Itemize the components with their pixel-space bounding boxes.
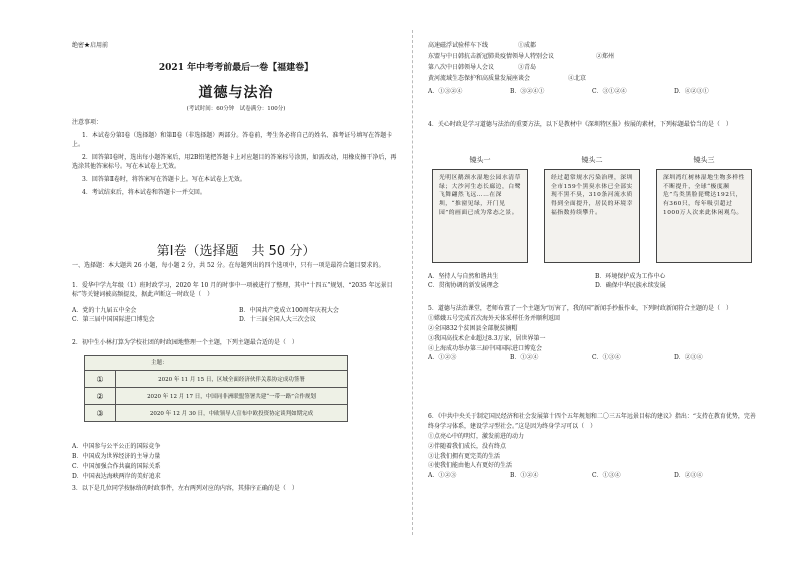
option-c[interactable]: C．贯彻协调的新发展理念 [428,282,499,290]
scene-caption: 镜头一 [469,156,491,164]
scene-caption: 镜头三 [693,156,715,164]
option-d[interactable]: D．④②③① [674,88,709,96]
q3-place: ②郑州 [596,53,615,61]
option-d[interactable]: D．确保中华民族永续发展 [595,282,666,290]
scene-panel [656,155,752,263]
option-b[interactable]: B．环境保护成为工作中心 [595,273,666,280]
note-item: 2．回答第Ⅰ卷时，选出每小题答案后，用2B铅笔把答题卡上对应题目的答案标号涂黑，如需改动，用橡皮擦干净后，再选涂其他答案标号。写在本试卷上无效。 [72,153,397,171]
theme-row [85,405,347,421]
question-2-options [72,442,400,493]
question-4-options [428,272,756,291]
time-info: (考试时间：60分钟 试卷满分：100分) [186,106,286,112]
option-c[interactable]: C．①③④ [592,472,621,480]
option-c[interactable]: C．中国加强合作共赢的国际关系 [72,462,161,470]
exam-title: 2021 年中考考前最后一卷【福建卷】 [158,63,314,73]
question-stem: 1．爱华中学九年级（1）班时政学习，2020 年 10 月的时事中一项被进行了整理，其中“十四五”规划、“2035 年远景目标”等关键词被高频提及，据此声断这一时政是（ ） [72,282,393,299]
q3-event: 黄河流域生态保护和高质量发展座谈会 [428,75,531,83]
option-c[interactable]: C．③①②④ [592,88,627,96]
question-3-table [428,40,756,97]
section-intro-block [72,261,400,270]
option-a[interactable]: A．中国参与公平公正的国际竞争 [72,443,161,450]
row-text: 2020 年 12 月 30 日，中欧领导人宣布中欧投资协定谈判如期完成 [149,411,314,417]
q3-place: ③青岛 [518,64,537,72]
option-a[interactable]: A．党的十九届五中全会 [72,306,137,314]
option-d[interactable]: D．十三届全国人大三次会议 [239,315,316,323]
option-c[interactable]: C．第三届中国国际进口博览会 [72,315,155,323]
q3-row [428,51,756,62]
statement-item: ④使我们能由他人有更好的生活 [428,462,513,470]
q3-place: ④北京 [568,75,587,83]
scene-panel [544,155,640,263]
question-2-stem-block [72,338,400,347]
statement-item: ③我国高技术企业超过8.3万家，居世界第一 [428,334,546,342]
question-stem: 4．关心时政是学习道德与法治的重要方法，以下是教材中《深圳特区报》按展的素材，下列标题最恰当的是（ ） [428,121,732,128]
row-number: ② [85,388,116,404]
row-text: 2020 年 11 月 15 日，区域全面经济伙伴关系协定成功签署 [158,377,305,383]
option-b[interactable]: B．①②④ [510,472,539,480]
theme-row [85,388,347,405]
secret-mark: 绝密★启用前 [72,42,109,49]
scene-caption: 镜头二 [581,156,603,164]
subject-title: 道德与法治 [198,85,274,101]
row-text: 2020 年 12 月 17 日，中国同非洲联盟签署共建“一带一路”合作规划 [147,394,316,400]
q3-row [428,73,756,84]
scene-text: 光明区鹅颈水湿地公园水清草绿；大沙河生态长廊边，白鹭飞舞翩然飞远……在深圳，“推窗见绿，开门见园”的画面已成为常态之景。 [432,169,528,263]
note-item: 4．考试结束后，将本试卷和答题卡一并交回。 [82,188,206,196]
option-d[interactable]: D．②③④ [674,354,703,362]
column-divider [412,30,413,535]
section-intro: 一、选择题：本大题共 26 小题，每小题 2 分，共 52 分。在每题列出的四个选项中，只有一项是最符合题目要求的。 [72,262,385,269]
option-a[interactable]: A．坚持人与自然和谐共生 [428,273,499,280]
row-number: ③ [85,405,116,421]
option-a[interactable]: A．①②③ [428,354,457,362]
question-stem: 5．道德与法治课堂，老师布置了一个主题为“厉害了，我的国”新闻手抄报作业，下列时政新闻符合主题的是（ ） [428,305,732,312]
statement-item: ②全国832个贫困县全部脱贫摘帽 [428,324,518,332]
question-4-stem-block [428,120,756,129]
statement-item: ①点亮心中的明灯，激发前进的动力 [428,432,525,440]
question-1 [72,281,400,324]
note-item: 3．回答第Ⅱ卷时，将答案写在答题卡上。写在本试卷上无效。 [82,175,246,183]
theme-label: 主题： [85,356,347,371]
note-item: 1．本试卷分第Ⅰ卷（选择题）和第Ⅱ卷（非选择题）两部分。答卷前，考生务必将自己的姓名、准考证号填写在答题卡上。 [72,131,393,149]
option-b[interactable]: B．③②④① [510,88,545,96]
option-a[interactable]: A．①②③ [428,472,457,480]
question-6 [428,412,756,481]
q3-place: ①成都 [518,42,537,49]
statement-item: ④上海成功举办第三届中国国际进口博览会 [428,344,543,352]
question-5 [428,304,756,363]
question-stem: 2．初中生小林打算为学校社团的时政园地整理一个主题，下列主题最合适的是（ ） [72,339,298,346]
scene-text: 深圳湾红树林湿地生物多样性不断提升，全球“极度濒危”鸟类黑脸琵鹭达192只，有360只，每年吸引超过1000万人次来此休闲观鸟。 [656,169,752,263]
statement-item: ②伴随着我们成长，没有终点 [428,442,507,450]
option-a[interactable]: A．①③②④ [428,88,463,96]
q3-row [428,40,756,51]
theme-row [85,371,347,388]
scene-panel [432,155,528,263]
scene-panels [428,155,756,263]
notes-heading: 注意事项： [72,119,103,126]
option-b[interactable]: B．中国共产党成立100周年庆祝大会 [239,306,339,314]
question-stem: 6．《中共中央关于制定国民经济和社会发展第十四个五年规划和二〇三五年远景目标的建议》指出：“支持在教育优势，完善终身学习体系，建设学习型社会。”这是因为终身学习可以（ ） [428,413,756,430]
option-b[interactable]: B．中国成为世界经济的主导力量 [72,452,161,460]
q3-event: 东盟与中日韩抗击新冠肺炎疫情领导人特别会议 [428,53,555,61]
option-d[interactable]: D．②③④ [674,472,703,480]
section-title: 第Ⅰ卷（选择题 共 50 分） [156,244,316,259]
statement-item: ③让我们拥有更完美的生活 [428,452,501,460]
notes [72,118,400,200]
option-b[interactable]: B．①②④ [510,354,539,362]
statement-item: ①嫦娥五号完成首次海外天体采样任务并顺利返回 [428,314,561,322]
row-number: ① [85,371,116,387]
option-d[interactable]: D．中国表达海峡两岸的美好追求 [72,472,161,480]
question-3-stem: 3．以下是几位同学按脉络的时政事件，左右两列对应的内容，其排序正确的是（ ） [72,484,298,492]
q3-row [428,62,756,73]
theme-table [84,355,348,422]
q3-event: 高速磁浮试验样车下线 [428,42,489,49]
q3-event: 第八次中日韩领导人会议 [428,64,495,72]
option-c[interactable]: C．①③④ [592,354,621,362]
scene-text: 经过超常规水污染治理，深圳全市159个黑臭水体已全部实现不黑不臭，310条河流水质得到全面提升，居民的环境幸福指数持续攀升。 [544,169,640,263]
